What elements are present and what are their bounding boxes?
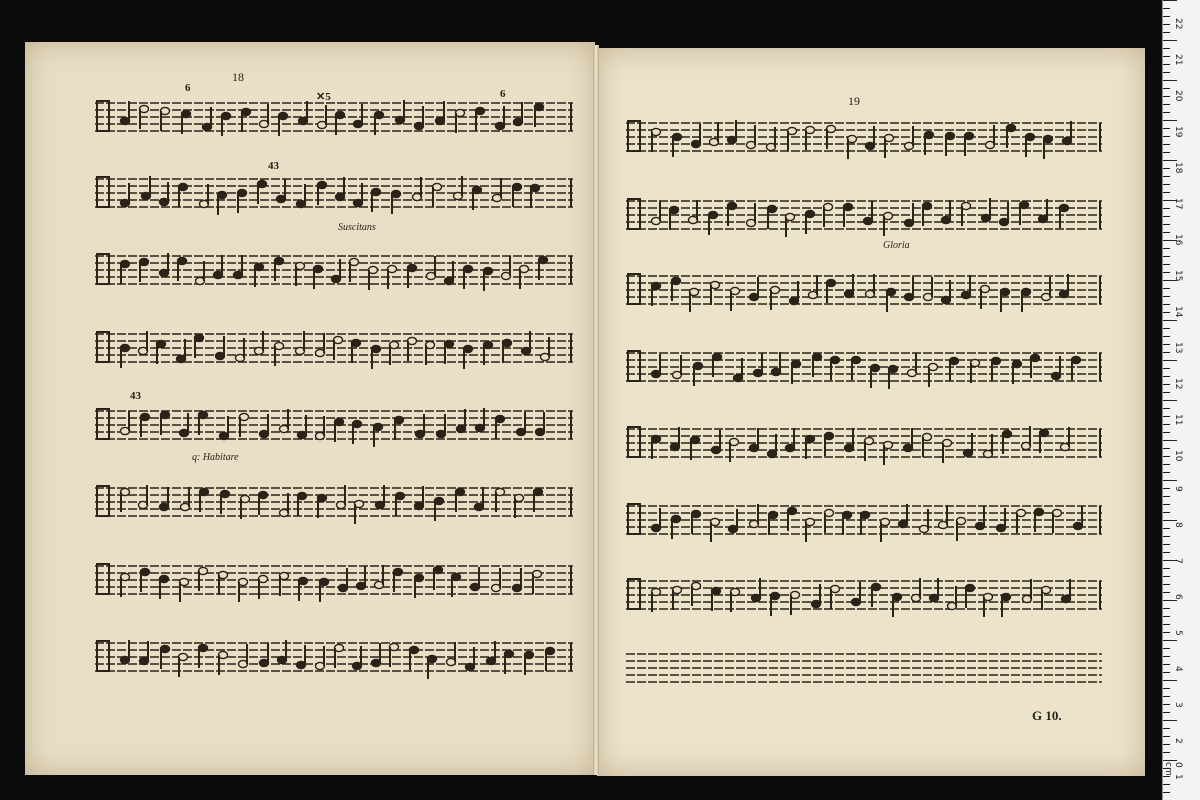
ruler-tick	[1163, 184, 1170, 185]
music-stave	[626, 347, 1102, 397]
right-page-number: 19	[848, 94, 860, 108]
music-stave	[626, 575, 1102, 625]
ruler-tick	[1163, 24, 1170, 25]
ruler-tick	[1163, 448, 1170, 449]
ruler-tick	[1163, 408, 1170, 409]
ruler-tick	[1163, 624, 1170, 625]
ruler-number: 3	[1173, 702, 1183, 708]
ruler-tick	[1163, 224, 1170, 225]
ruler-tick	[1163, 360, 1177, 361]
ruler-number: 12	[1173, 378, 1183, 390]
ruler-tick	[1163, 400, 1177, 401]
lyric-gloria: Gloria	[883, 240, 910, 251]
ruler-number: 15	[1173, 270, 1183, 282]
ruler-number: 14	[1173, 306, 1183, 318]
ruler-tick	[1163, 736, 1170, 737]
ruler-tick	[1163, 720, 1177, 721]
ruler-tick	[1163, 0, 1177, 1]
ruler-number: 9	[1173, 486, 1183, 492]
ruler-number: 8	[1173, 522, 1183, 528]
ruler-tick	[1163, 520, 1177, 521]
ruler-tick	[1163, 416, 1170, 417]
ruler-tick	[1163, 144, 1170, 145]
ruler-tick	[1163, 760, 1177, 761]
ruler-tick	[1163, 288, 1170, 289]
ruler-tick	[1163, 136, 1170, 137]
music-stave	[626, 648, 1102, 698]
ruler-tick	[1163, 680, 1177, 681]
ruler-tick	[1163, 72, 1170, 73]
ruler-tick	[1163, 592, 1170, 593]
ruler-tick	[1163, 616, 1170, 617]
figure-6-b: 6	[500, 88, 506, 100]
ruler-tick	[1163, 608, 1170, 609]
ruler-tick	[1163, 152, 1170, 153]
ruler-tick	[1163, 784, 1170, 785]
music-stave	[95, 250, 573, 300]
ruler-number: 10	[1173, 450, 1183, 462]
ruler-tick	[1163, 328, 1170, 329]
ruler-number: 20	[1173, 90, 1183, 102]
ruler-tick	[1163, 504, 1170, 505]
ruler-tick	[1163, 168, 1170, 169]
lyric-habitare: q: Habitare	[192, 452, 239, 463]
ruler-tick	[1163, 704, 1170, 705]
figure-43-b: 43	[130, 390, 141, 402]
ruler-tick	[1163, 120, 1177, 121]
music-stave	[95, 173, 573, 223]
ruler-tick	[1163, 440, 1177, 441]
ruler-tick	[1163, 56, 1170, 57]
music-stave	[626, 423, 1102, 473]
ruler-tick	[1163, 432, 1170, 433]
ruler-tick	[1163, 64, 1170, 65]
ruler-number: 22	[1173, 18, 1183, 30]
ruler-tick	[1163, 472, 1170, 473]
music-stave	[95, 637, 573, 687]
ruler-tick	[1163, 600, 1177, 601]
music-stave	[626, 117, 1102, 167]
ruler-number: 13	[1173, 342, 1183, 354]
ruler-tick	[1163, 80, 1177, 81]
ruler-tick	[1163, 264, 1170, 265]
ruler-tick	[1163, 496, 1170, 497]
ruler-tick	[1163, 32, 1170, 33]
ruler-tick	[1163, 16, 1170, 17]
ruler-tick	[1163, 104, 1170, 105]
ruler-tick	[1163, 728, 1170, 729]
ruler-tick	[1163, 632, 1170, 633]
ruler-tick	[1163, 256, 1170, 257]
music-stave	[95, 328, 573, 378]
ruler-tick	[1163, 792, 1170, 793]
ruler-tick	[1163, 664, 1170, 665]
ruler-tick	[1163, 752, 1170, 753]
ruler-number: 4	[1173, 666, 1183, 672]
music-stave	[626, 500, 1102, 550]
ruler-tick	[1163, 480, 1177, 481]
ruler-tick	[1163, 40, 1177, 41]
ruler-tick	[1163, 368, 1170, 369]
ruler-tick	[1163, 336, 1170, 337]
ruler-number: 1	[1173, 774, 1183, 780]
ruler-number: 16	[1173, 234, 1183, 246]
ruler-tick	[1163, 712, 1170, 713]
ruler-number: 5	[1173, 630, 1183, 636]
ruler-tick	[1163, 192, 1170, 193]
ruler-unit: 0 cm	[1163, 762, 1183, 776]
measuring-ruler	[1162, 0, 1200, 800]
ruler-tick	[1163, 384, 1170, 385]
ruler-tick	[1163, 672, 1170, 673]
ruler-tick	[1163, 216, 1170, 217]
ruler-tick	[1163, 536, 1170, 537]
ruler-tick	[1163, 648, 1170, 649]
music-stave	[626, 270, 1102, 320]
ruler-tick	[1163, 304, 1170, 305]
ruler-tick	[1163, 584, 1170, 585]
ruler-tick	[1163, 352, 1170, 353]
ruler-number: 6	[1173, 594, 1183, 600]
music-stave	[95, 405, 573, 455]
ruler-tick	[1163, 528, 1170, 529]
music-stave	[626, 195, 1102, 245]
ruler-tick	[1163, 128, 1170, 129]
ruler-tick	[1163, 392, 1170, 393]
figure-sharp5: ✕5	[316, 91, 331, 103]
ruler-tick	[1163, 272, 1170, 273]
music-stave	[95, 482, 573, 532]
ruler-tick	[1163, 160, 1177, 161]
music-stave	[95, 97, 573, 147]
ruler-tick	[1163, 176, 1170, 177]
ruler-tick	[1163, 424, 1170, 425]
ruler-number: 21	[1173, 54, 1183, 66]
figure-43-a: 43	[268, 160, 279, 172]
ruler-tick	[1163, 48, 1170, 49]
ruler-number: 2	[1173, 738, 1183, 744]
ruler-tick	[1163, 464, 1170, 465]
ruler-tick	[1163, 544, 1170, 545]
ruler-tick	[1163, 568, 1170, 569]
ruler-number: 19	[1173, 126, 1183, 138]
ruler-tick	[1163, 112, 1170, 113]
ruler-tick	[1163, 640, 1177, 641]
ruler-number: 17	[1173, 198, 1183, 210]
ruler-tick	[1163, 248, 1170, 249]
ruler-number: 18	[1173, 162, 1183, 174]
ruler-tick	[1163, 96, 1170, 97]
ruler-tick	[1163, 344, 1170, 345]
ruler-tick	[1163, 320, 1177, 321]
ruler-tick	[1163, 376, 1170, 377]
left-page-number: 18	[232, 70, 244, 84]
ruler-tick	[1163, 8, 1170, 9]
ruler-tick	[1163, 296, 1170, 297]
ruler-tick	[1163, 656, 1170, 657]
signature-mark: G 10.	[1032, 708, 1062, 723]
ruler-tick	[1163, 88, 1170, 89]
lyric-suscitans: Suscitans	[338, 222, 376, 233]
ruler-tick	[1163, 208, 1170, 209]
ruler-tick	[1163, 512, 1170, 513]
ruler-number: 7	[1173, 558, 1183, 564]
ruler-tick	[1163, 688, 1170, 689]
ruler-tick	[1163, 232, 1170, 233]
book-gutter	[593, 45, 599, 775]
figure-6-a: 6	[185, 82, 191, 94]
ruler-tick	[1163, 488, 1170, 489]
ruler-tick	[1163, 576, 1170, 577]
ruler-tick	[1163, 456, 1170, 457]
ruler-tick	[1163, 696, 1170, 697]
ruler-number: 11	[1173, 414, 1183, 426]
ruler-tick	[1163, 552, 1170, 553]
music-stave	[95, 560, 573, 610]
ruler-tick	[1163, 744, 1170, 745]
ruler-tick	[1163, 312, 1170, 313]
